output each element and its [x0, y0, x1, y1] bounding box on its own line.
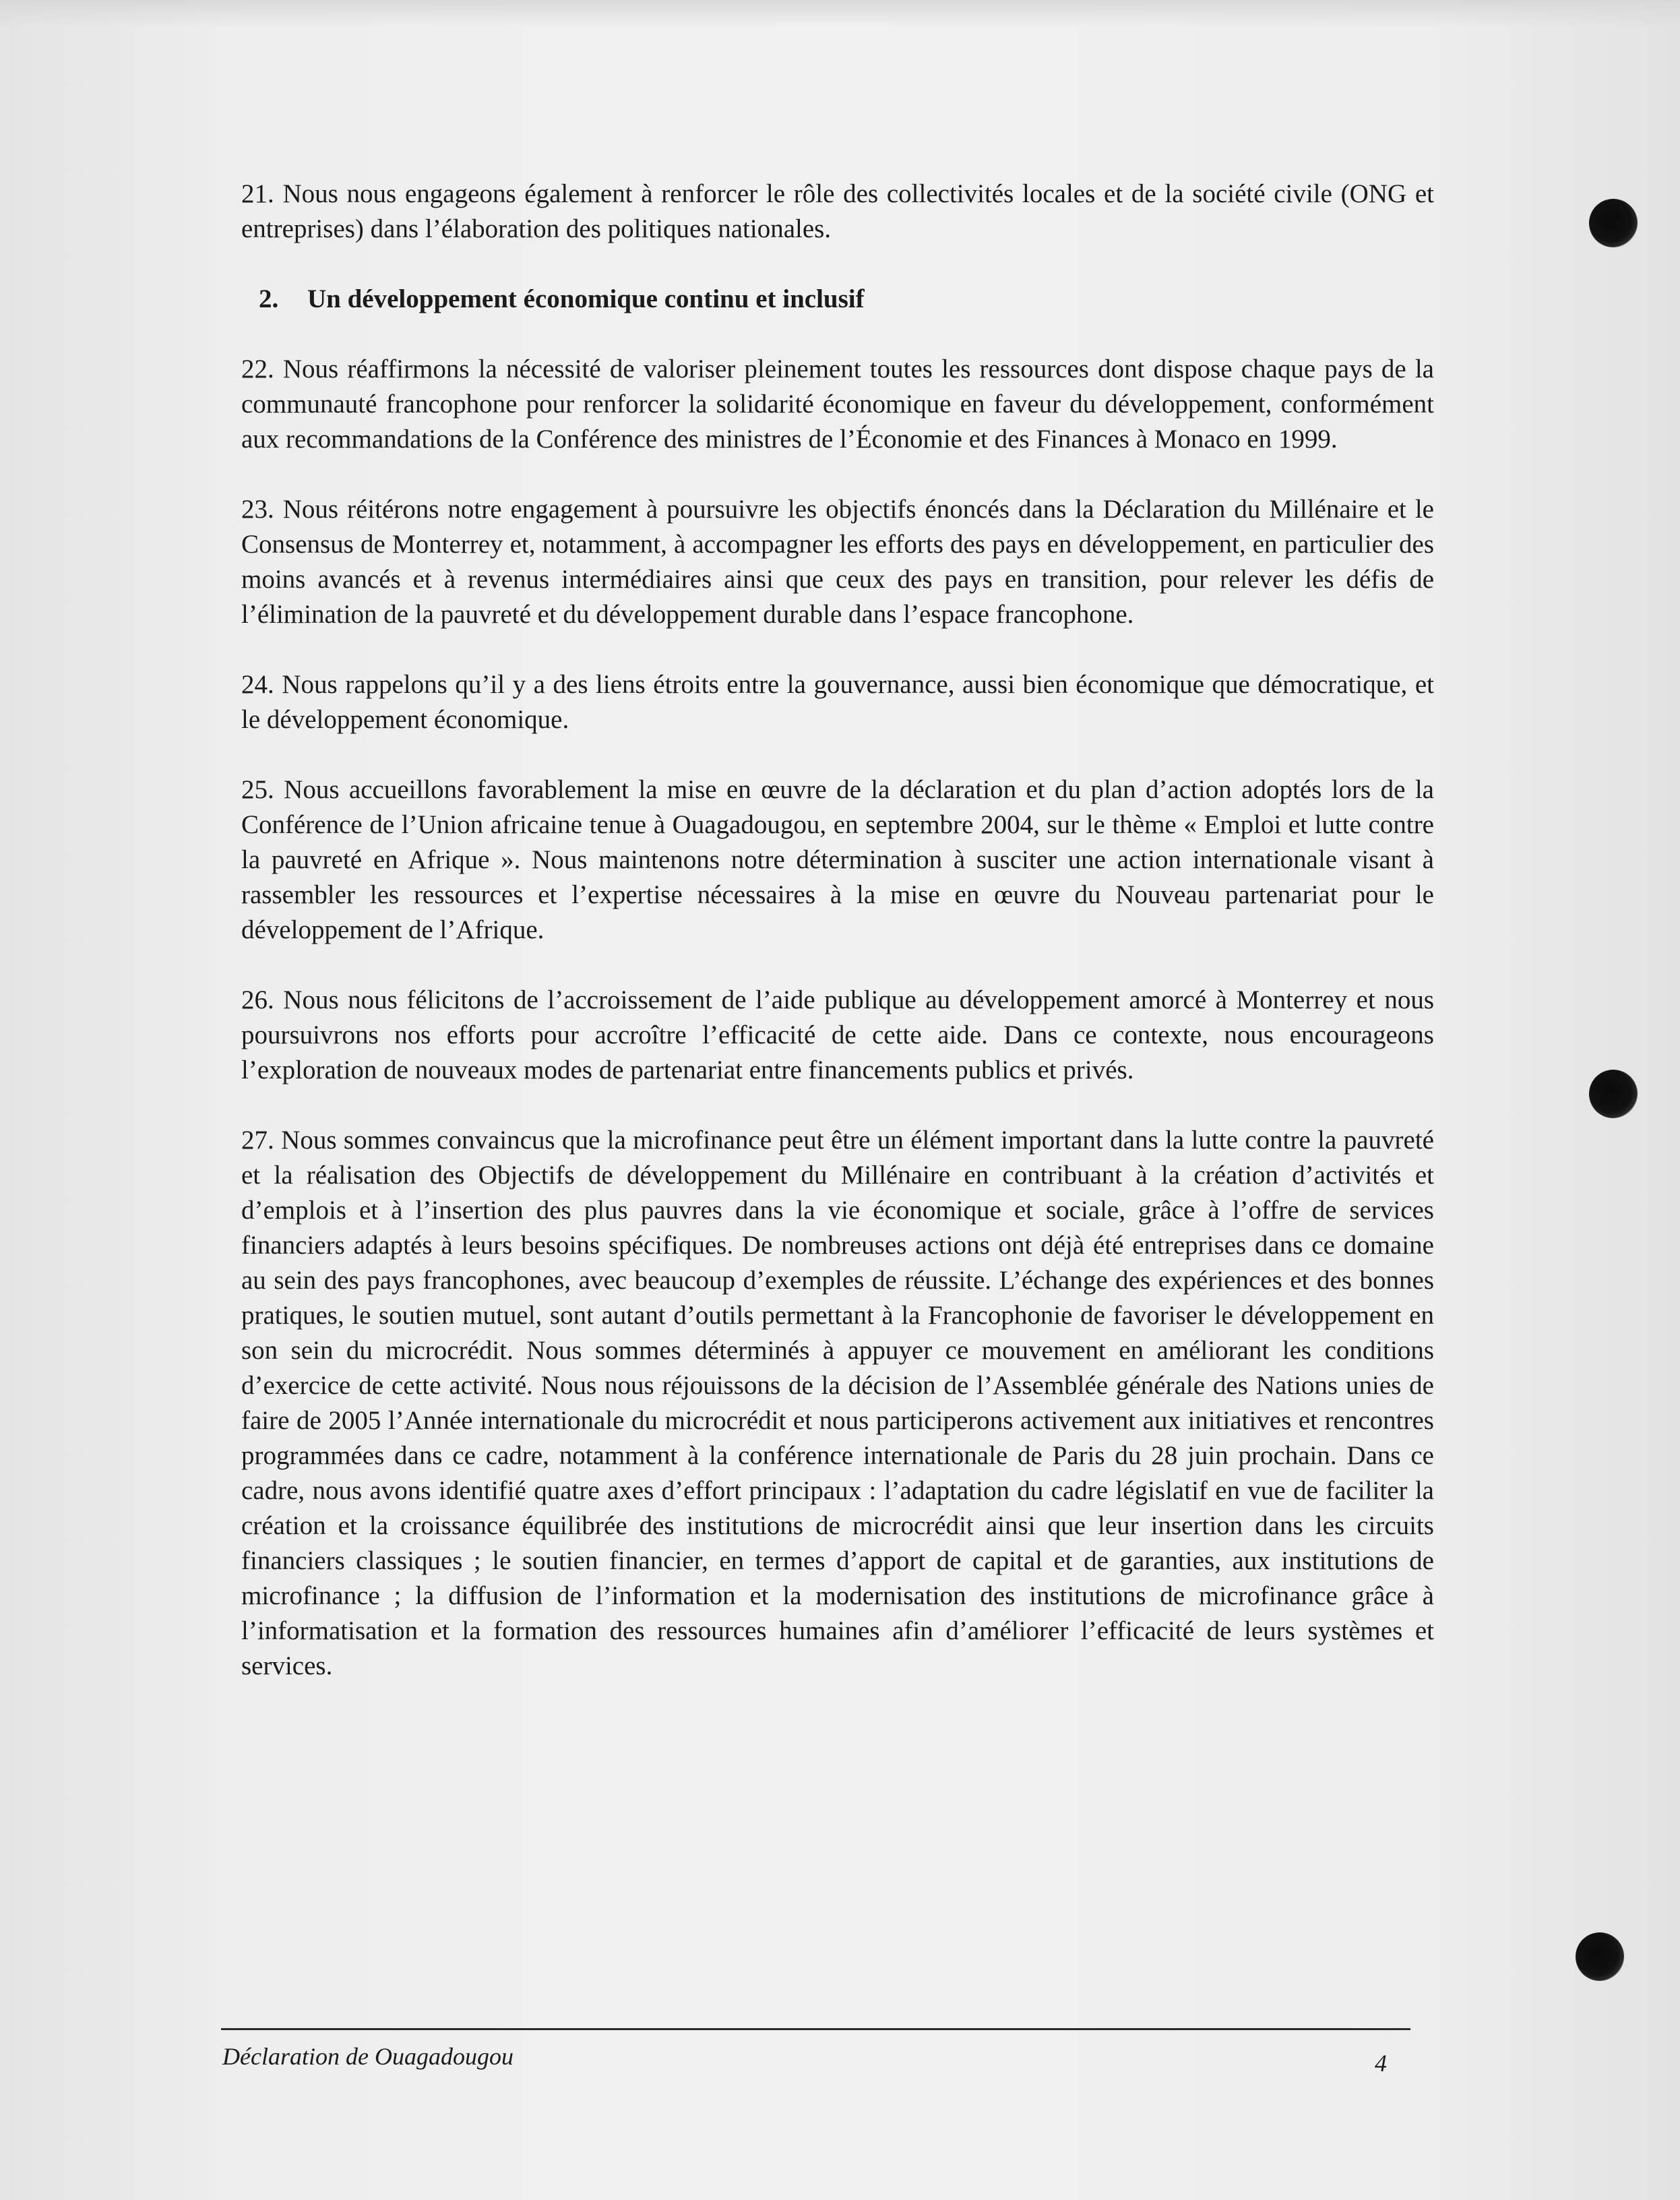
footer-divider [221, 2028, 1410, 2030]
paragraph-24: 24. Nous rappelons qu’il y a des liens étroits entre la gouvernance, aussi bien économique que démocratique, et le développement économique. [241, 670, 1434, 734]
section-number: 2. [259, 284, 279, 313]
paragraph-23: 23. Nous réitérons notre engagement à poursuivre les objectifs énoncés dans la Déclaration du Millénaire et le Consensus de Monterrey et, notamment, à accompagner les efforts des pays en développement, en particulier des moins avancés et à revenus intermédiaires ainsi que ceux des pays en transition, pour relever les défis de l’élimination de la pauvreté et du développement durable dans l’espace francophone. [241, 495, 1434, 629]
section-title: Un développement économique continu et inclusif [307, 284, 865, 313]
page-content [241, 177, 1434, 1719]
punch-hole-middle [1589, 1070, 1638, 1118]
scan-edge-shadow [0, 0, 1680, 27]
paragraph-21: 21. Nous nous engageons également à renforcer le rôle des collectivités locales et de la société civile (ONG et entreprises) dans l’élaboration des politiques nationales. [241, 179, 1434, 243]
footer-title: Déclaration de Ouagadougou [222, 2043, 514, 2070]
page-number: 4 [1375, 2050, 1387, 2077]
paragraph-22: 22. Nous réaffirmons la nécessité de valoriser pleinement toutes les ressources dont dispose chaque pays de la communauté francophone pour renforcer la solidarité économique en faveur du développement, conformément aux recommandations de la Conférence des ministres de l’Économie et des Finances à Monaco en 1999. [241, 355, 1434, 454]
paragraph-25: 25. Nous accueillons favorablement la mise en œuvre de la déclaration et du plan d’action adoptés lors de la Conférence de l’Union africaine tenue à Ouagadougou, en septembre 2004, sur le thème « Emploi et lutte contre la pauvreté en Afrique ». Nous maintenons notre détermination à susciter une action internationale visant à rassembler les ressources et l’expertise nécessaires à la mise en œuvre du Nouveau partenariat pour le développement de l’Afrique. [241, 775, 1434, 944]
paragraph-26: 26. Nous nous félicitons de l’accroissement de l’aide publique au développement amorcé à Monterrey et nous poursuivrons nos efforts pour accroître l’efficacité de cette aide. Dans ce contexte, nous encourageons l’exploration de nouveaux modes de partenariat entre financements publics et privés. [241, 985, 1434, 1084]
section-heading [241, 282, 1434, 317]
punch-hole-bottom [1576, 1932, 1624, 1981]
paragraph-27: 27. Nous sommes convaincus que la microfinance peut être un élément important dans la lutte contre la pauvreté et la réalisation des Objectifs de développement du Millénaire en contribuant à la création d’activités et d’emplois et à l’insertion des plus pauvres dans la vie économique et sociale, grâce à l’offre de services financiers adaptés à leurs besoins spécifiques. De nombreuses actions ont déjà été entreprises dans ce domaine au sein des pays francophones, avec beaucoup d’exemples de réussite. L’échange des expériences et des bonnes pratiques, le soutien mutuel, sont autant d’outils permettant à la Francophonie de favoriser le développement en son sein du microcrédit. Nous sommes déterminés à appuyer ce mouvement en améliorant les conditions d’exercice de cette activité. Nous nous réjouissons de la décision de l’Assemblée générale des Nations unies de faire de 2005 l’Année internationale du microcrédit et nous participerons activement aux initiatives et rencontres programmées dans ce cadre, notamment à la conférence internationale de Paris du 28 juin prochain. Dans ce cadre, nous avons identifié quatre axes d’effort principaux : l’adaptation du cadre législatif en vue de faciliter la création et la croissance équilibrée des institutions de microcrédit ainsi que leur insertion dans les circuits financiers classiques ; le soutien financier, en termes d’apport de capital et de garanties, aux institutions de microfinance ; la diffusion de l’information et la modernisation des institutions de microfinance grâce à l’informatisation et la formation des ressources humaines afin d’améliorer l’efficacité de leurs systèmes et services. [241, 1126, 1434, 1680]
punch-hole-top [1589, 199, 1638, 247]
